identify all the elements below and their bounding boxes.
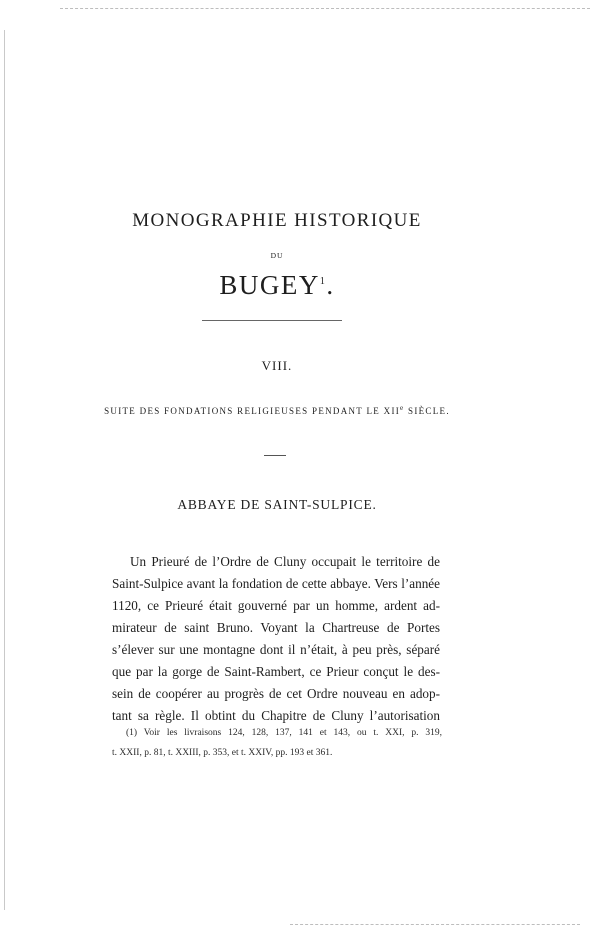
chapter-subtitle [104,404,450,416]
page-title: MONOGRAPHIE HISTORIQUE [132,210,422,231]
title-divider [202,320,342,321]
century-superscript: e [400,404,405,412]
title-connector: DU [270,251,284,260]
section-divider [264,455,286,456]
bottom-scan-mark [290,924,580,926]
body-line: mirateur de saint Bruno. Voyant la Chartreuse de Portes [112,620,440,635]
body-line: que par la gorge de Saint-Rambert, ce Prieur conçut le des- [112,664,440,679]
chapter-subtitle-end: SIÈCLE. [404,406,450,416]
footnote-line: t. XXII, p. 81, t. XXIII, p. 353, et t. XXIV, pp. 193 et 361. [112,748,333,758]
section-title: ABBAYE DE SAINT-SULPICE. [177,497,377,512]
chapter-number: VIII. [261,358,293,373]
title-subject [112,270,442,301]
footnote [112,723,442,763]
body-line: Un Prieuré de l’Ordre de Cluny occupait le territoire de [130,554,440,569]
chapter-subtitle-text: SUITE DES FONDATIONS RELIGIEUSES PENDANT LE XII [104,406,401,416]
body-paragraph [112,551,440,727]
footnote-reference[interactable]: 1 [319,276,327,287]
body-line: s’élever sur une montagne dont il n’était, à peu près, séparé [112,642,440,657]
title-subject-period: . [326,270,335,300]
body-line: tant sa règle. Il obtint du Chapitre de Cluny l’autorisation [112,708,440,723]
body-line: sein de coopérer au progrès de cet Ordre nouveau en adop- [112,686,440,701]
title-subject-text: BUGEY [219,270,320,300]
top-scan-mark [60,8,590,10]
body-line: Saint-Sulpice avant la fondation de cette abbaye. Vers l’année [112,576,440,591]
body-line: 1120, ce Prieuré était gouverné par un homme, ardent ad- [112,598,440,613]
page-edge-rule [4,30,5,910]
footnote-line: (1) Voir les livraisons 124, 128, 137, 141 et 143, ou t. XXI, p. 319, [126,728,442,738]
